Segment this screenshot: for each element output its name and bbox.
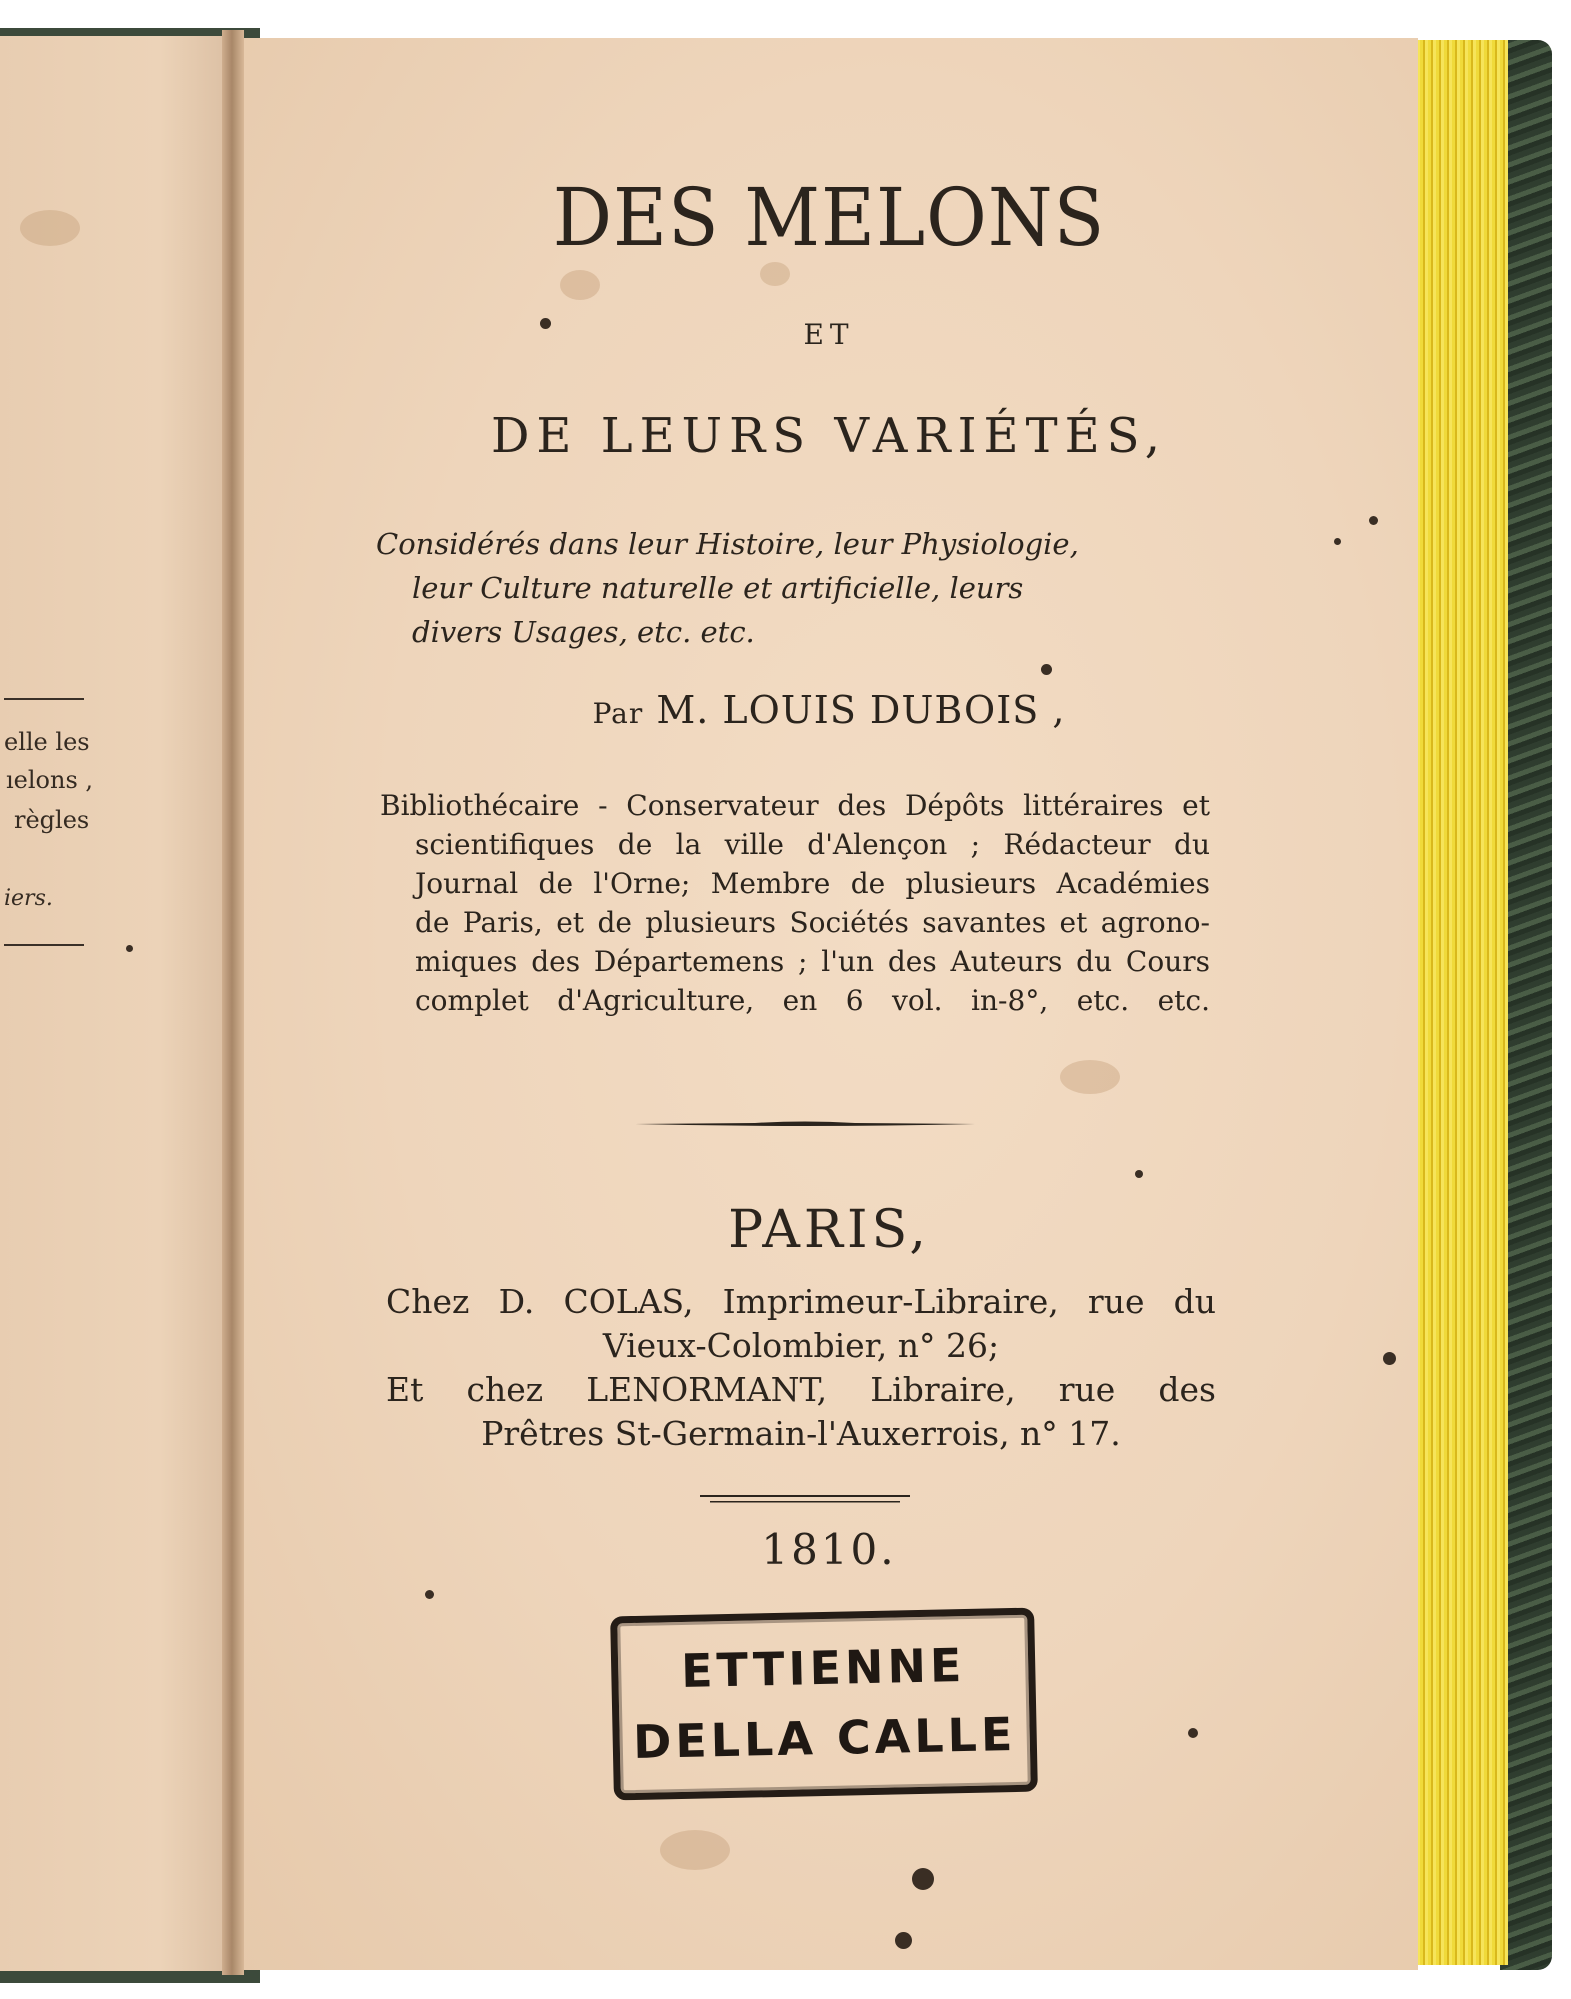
ink-speck <box>895 1932 912 1949</box>
book-subtitle: DE LEURS VARIÉTÉS, <box>490 408 1168 464</box>
gilt-page-edges <box>1412 40 1508 1965</box>
left-page <box>0 36 228 1971</box>
ink-speck <box>1334 538 1341 545</box>
stamp-line: DELLA CALLE <box>632 1706 1017 1769</box>
stamp-line: ETTIENNE <box>680 1638 966 1698</box>
description-line: leur Culture naturelle et artificielle, leurs <box>412 571 1024 605</box>
ink-speck <box>912 1868 934 1890</box>
ink-speck <box>1135 1170 1143 1178</box>
stain <box>560 270 600 300</box>
left-page-rule <box>4 944 84 946</box>
stain <box>660 1830 730 1870</box>
publisher-line: Prêtres St-Germain-l'Auxerrois, n° 17. <box>481 1414 1121 1453</box>
ink-speck <box>1369 516 1378 525</box>
left-fragment-1: elle les <box>4 728 90 756</box>
imprint-city: PARIS, <box>728 1200 930 1260</box>
author-prefix: Par <box>592 697 644 730</box>
description-line: Considérés dans leur Histoire, leur Physiologie, <box>376 527 1079 561</box>
description-line: divers Usages, etc. etc. <box>412 615 755 649</box>
stain <box>1060 1060 1120 1094</box>
title-conjunction: ET <box>803 318 855 351</box>
left-page-rule <box>4 698 84 700</box>
publisher-block <box>386 1280 1216 1456</box>
left-fragment-2: ıelons , <box>6 766 94 794</box>
publisher-line: Vieux-Colombier, n° 26; <box>602 1326 1000 1365</box>
left-fragment-4: iers. <box>4 886 53 911</box>
ink-speck <box>1383 1352 1396 1365</box>
ink-speck <box>425 1590 434 1599</box>
author-line <box>240 688 1418 732</box>
publisher-line: Et chez LENORMANT, Libraire, rue des <box>386 1370 1216 1409</box>
credentials-line: de Paris, et de plusieurs Sociétés savantes et agrono- <box>415 906 1210 939</box>
author-name: M. LOUIS DUBOIS , <box>656 688 1066 732</box>
ink-speck <box>126 945 133 952</box>
credentials-line: scientifiques de la ville d'Alençon ; Rédacteur du <box>415 828 1210 861</box>
publisher-line: Chez D. COLAS, Imprimeur-Libraire, rue du <box>386 1282 1216 1321</box>
author-credentials <box>380 786 1210 1020</box>
stain <box>760 262 790 286</box>
double-rule <box>700 1494 910 1504</box>
credentials-line: Bibliothécaire - Conservateur des Dépôts littéraires et <box>380 789 1210 822</box>
book-title: DES MELONS <box>552 171 1106 265</box>
left-fragment-3: règles <box>14 806 90 834</box>
ink-speck <box>1041 664 1052 675</box>
credentials-line: complet d'Agriculture, en 6 vol. in-8°, etc. etc. <box>415 984 1210 1017</box>
ornamental-rule <box>635 1120 975 1128</box>
publication-year: 1810. <box>761 1525 897 1574</box>
credentials-line: miques des Départemens ; l'un des Auteurs du Cours <box>415 945 1210 978</box>
credentials-line: Journal de l'Orne; Membre de plusieurs Académies <box>415 867 1210 900</box>
stain <box>20 210 80 246</box>
ownership-stamp <box>610 1608 1038 1801</box>
ink-speck <box>1188 1728 1198 1738</box>
